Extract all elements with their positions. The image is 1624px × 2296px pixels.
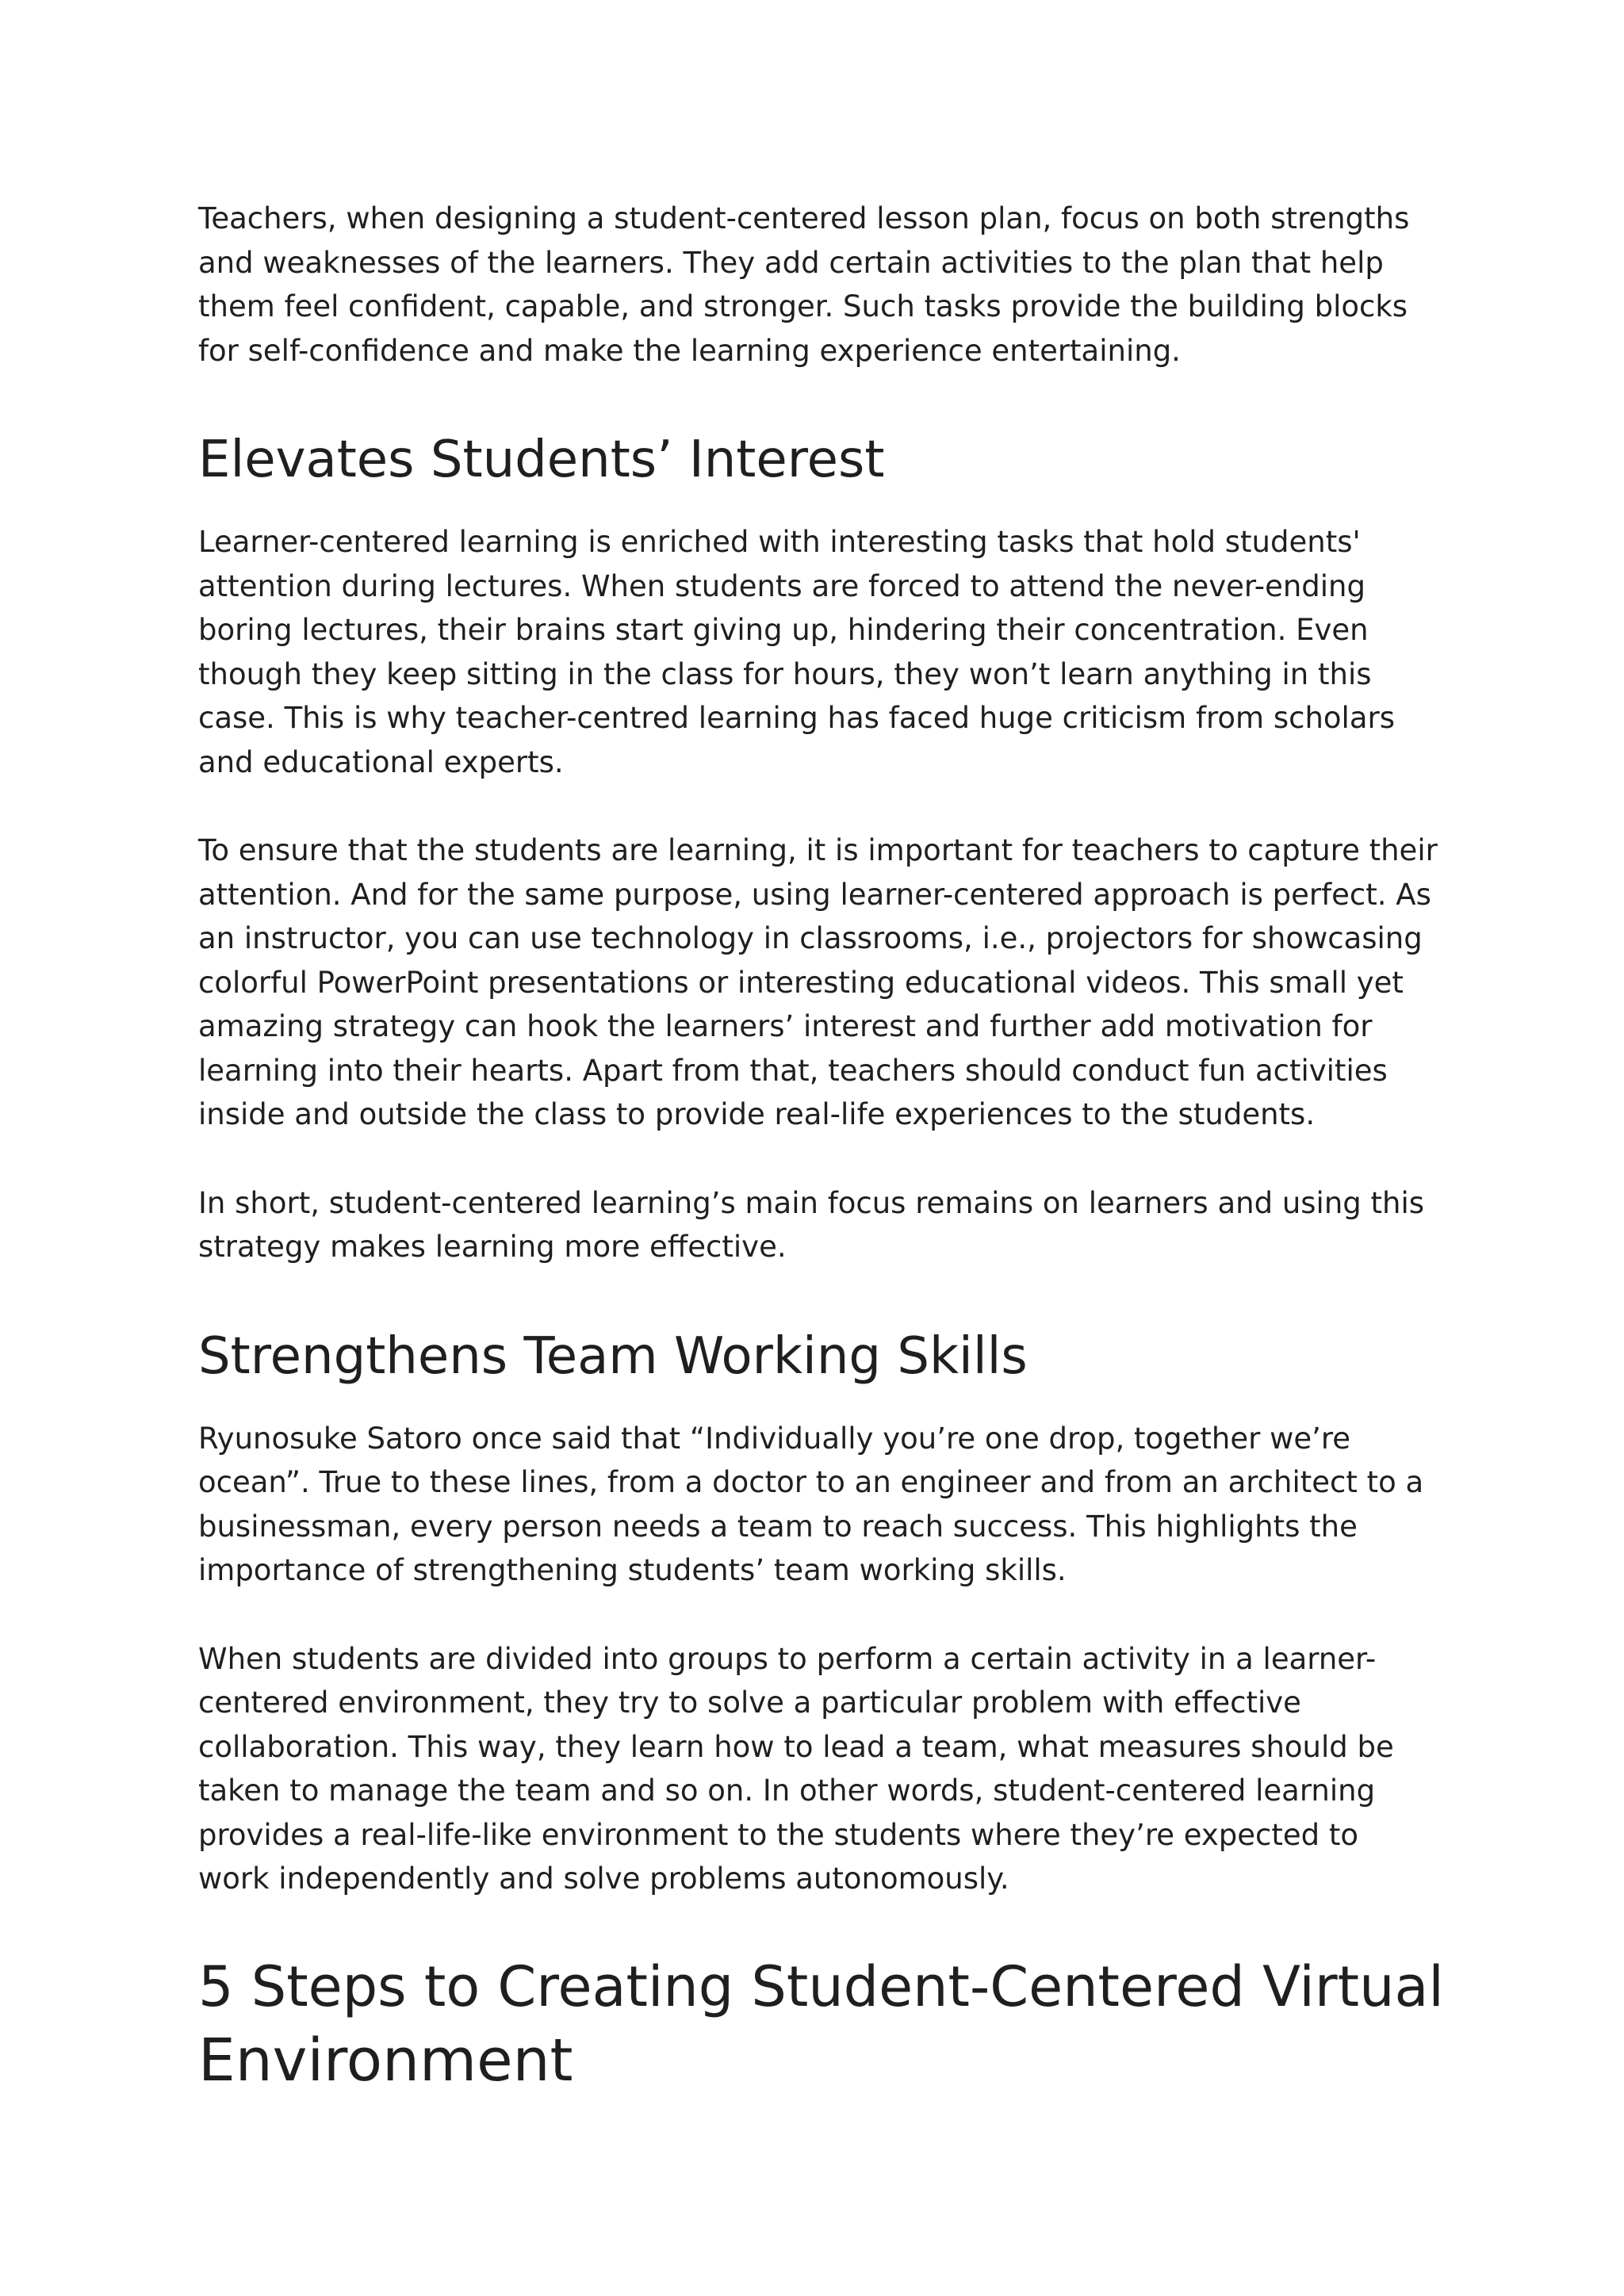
text-line: case. This is why teacher-centred learning has faced huge criticism from scholars	[198, 701, 1395, 735]
heading-line: Environment	[198, 2026, 573, 2095]
text-line: In short, student-centered learning’s main focus remains on learners and using this	[198, 1185, 1425, 1220]
text-line: them feel confident, capable, and stronger. Such tasks provide the building blocks	[198, 289, 1408, 323]
text-line: though they keep sitting in the class for hours, they won’t learn anything in this	[198, 656, 1372, 691]
text-line: businessman, every person needs a team to reach success. This highlights the	[198, 1509, 1358, 1544]
heading-line: 5 Steps to Creating Student-Centered Virtual	[198, 1954, 1444, 2019]
text-line: importance of strengthening students’ team working skills.	[198, 1553, 1067, 1587]
text-line: ocean”. True to these lines, from a doctor to an engineer and from an architect to a	[198, 1465, 1424, 1499]
paragraph-satoro-quote	[198, 1417, 1451, 1593]
text-line: and educational experts.	[198, 744, 564, 779]
text-line: attention during lectures. When students are forced to attend the never-ending	[198, 568, 1365, 603]
text-line: strategy makes learning more effective.	[198, 1230, 787, 1264]
text-line: inside and outside the class to provide real-life experiences to the students.	[198, 1097, 1316, 1131]
text-line: and weaknesses of the learners. They add certain activities to the plan that help	[198, 245, 1384, 280]
paragraph-in-short	[198, 1181, 1451, 1269]
text-line: To ensure that the students are learning, it is important for teachers to capture their	[198, 833, 1438, 867]
text-line: When students are divided into groups to perform a certain activity in a learner-	[198, 1641, 1377, 1676]
text-line: an instructor, you can use technology in classrooms, i.e., projectors for showcasing	[198, 921, 1423, 955]
paragraph-capture-attention	[198, 828, 1451, 1137]
heading-five-steps	[198, 1950, 1451, 2098]
text-line: collaboration. This way, they learn how to lead a team, what measures should be	[198, 1729, 1394, 1764]
text-line: colorful PowerPoint presentations or interesting educational videos. This small yet	[198, 965, 1404, 1000]
text-line: Ryunosuke Satoro once said that “Individually you’re one drop, together we’re	[198, 1421, 1351, 1456]
text-line: centered environment, they try to solve a particular problem with effective	[198, 1686, 1301, 1720]
paragraph-groups	[198, 1637, 1451, 1901]
text-line: taken to manage the team and so on. In other words, student-centered learning	[198, 1774, 1376, 1808]
paragraph-self-confidence	[198, 197, 1451, 373]
text-line: work independently and solve problems autonomously.	[198, 1862, 1009, 1896]
text-line: provides a real-life-like environment to the students where they’re expected to	[198, 1817, 1359, 1852]
text-line: Learner-centered learning is enriched with interesting tasks that hold students'	[198, 525, 1361, 559]
text-line: learning into their hearts. Apart from that, teachers should conduct fun activities	[198, 1053, 1388, 1088]
text-line: attention. And for the same purpose, using learner-centered approach is perfect. As	[198, 877, 1431, 912]
text-line: amazing strategy can hook the learners’ interest and further add motivation for	[198, 1009, 1373, 1043]
heading-team-working: Strengthens Team Working Skills	[198, 1326, 1028, 1386]
document-page	[198, 197, 1451, 2098]
heading-elevates-interest: Elevates Students’ Interest	[198, 430, 885, 489]
text-line: Teachers, when designing a student-centered lesson plan, focus on both strengths	[198, 201, 1410, 235]
text-line: for self-confidence and make the learning experience entertaining.	[198, 333, 1181, 368]
text-line: boring lectures, their brains start giving up, hindering their concentration. Even	[198, 613, 1369, 647]
paragraph-learner-centered	[198, 520, 1451, 784]
